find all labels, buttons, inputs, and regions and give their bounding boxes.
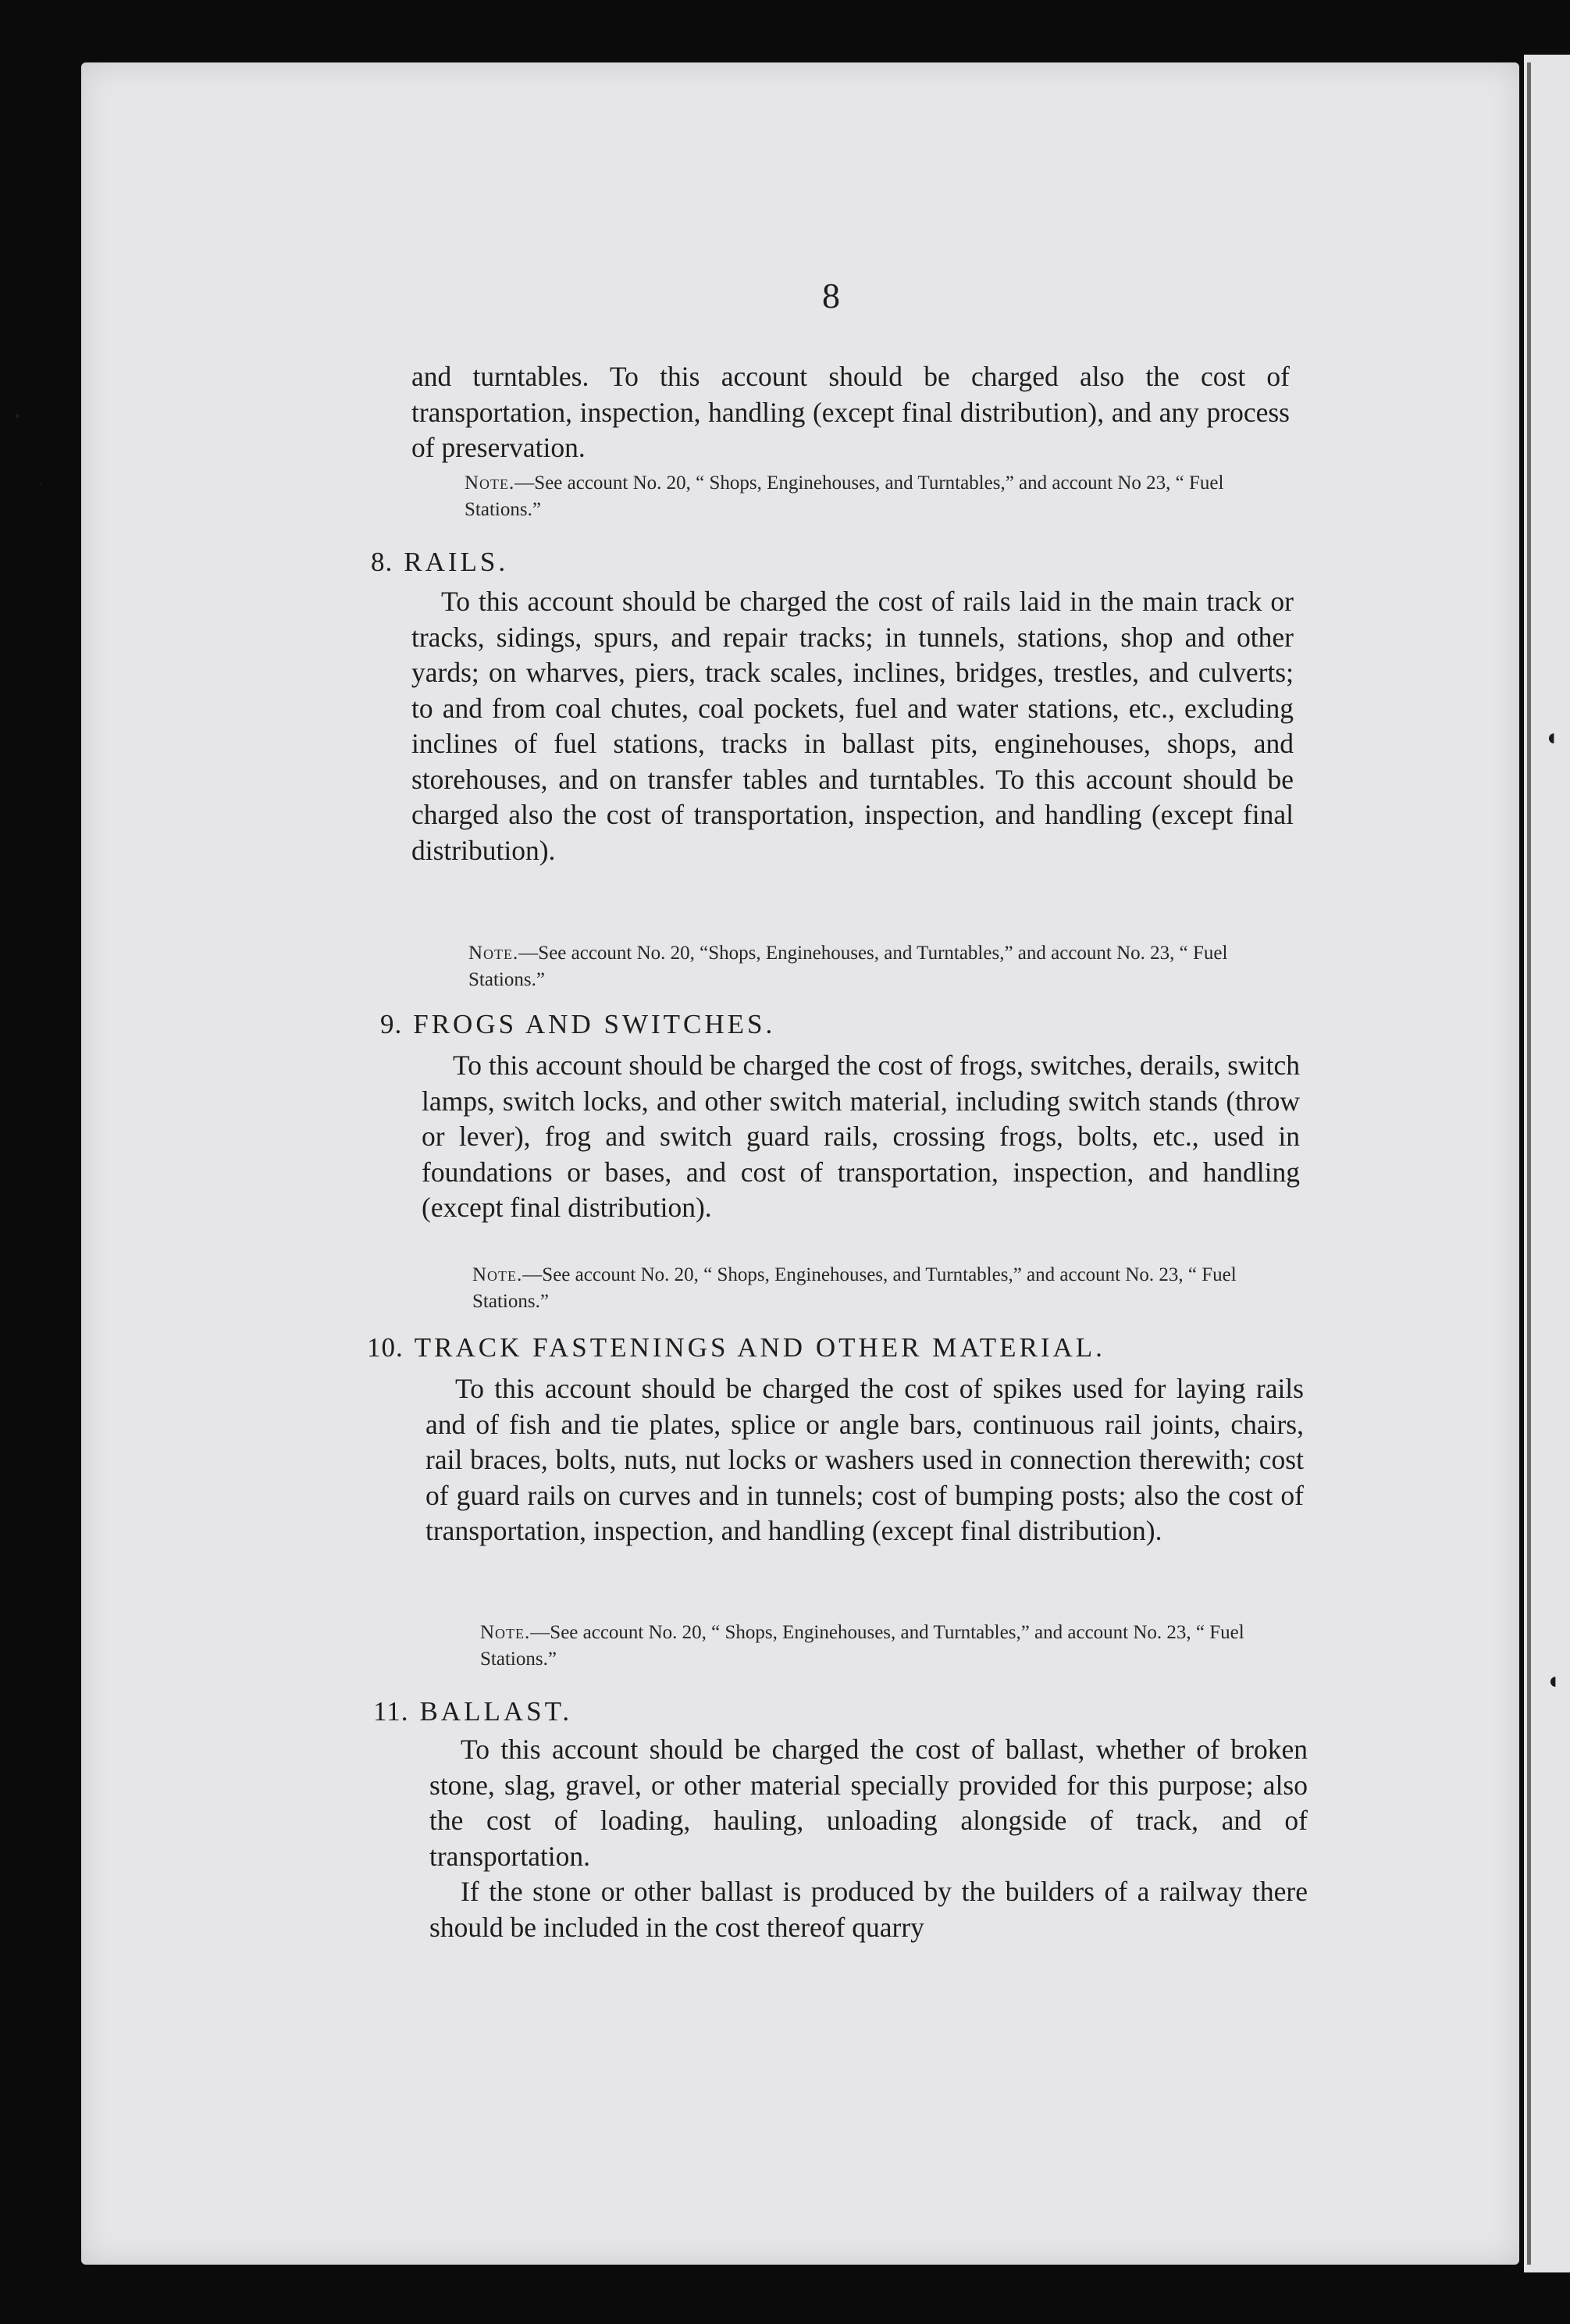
- continuation-note: [465, 470, 1292, 523]
- section-paragraph-track-fastenings: To this account should be charged the cost of spikes used for laying rails and of fish and tie plates, splice or angle bars, continuous rail joints, chairs, rail braces, bolts, nuts, nut locks or washers used in connection therewith; cost of guard rails on curves and in tunnels; cost of bumping posts; also the cost of transportation, inspection, and handling (except final distribution).: [425, 1373, 1304, 1546]
- section-heading-ballast: [373, 1696, 572, 1727]
- section-note-track-fastenings: [480, 1620, 1308, 1673]
- section-heading-rails: [371, 547, 508, 578]
- section-title: FROGS AND SWITCHES.: [413, 1009, 776, 1039]
- section-number: 9.: [380, 1009, 403, 1039]
- section-paragraph-ballast: To this account should be charged the cost of ballast, whether of broken stone, slag, gravel, or other material specially provided for this purpose; also the cost of loading, hauling, unloading alongside of track, and of transportation.: [429, 1734, 1308, 1872]
- note-label: Note.: [468, 943, 519, 964]
- section-heading-frogs-and-switches: [380, 1009, 775, 1040]
- section-title: TRACK FASTENINGS AND OTHER MATERIAL.: [414, 1332, 1105, 1363]
- section-heading-track-fastenings: [367, 1332, 1105, 1363]
- section-paragraph-rails: To this account should be charged the cost of rails laid in the main track or tracks, sidings, spurs, and repair tracks; in tunnels, stations, shop and other yards; on wharves, piers, track scales, inclines, bridges, trestles, and culverts; to and from coal chutes, coal pockets, fuel and water stations, etc., excluding inclines of fuel stations, tracks in ballast pits, enginehouses, shops, and storehouses, and on transfer tables and turntables. To this account should be charged also the cost of transportation, inspection, and handling (except final distribution).: [411, 586, 1294, 866]
- note-text: —See account No. 20, “ Shops, Enginehouses, and Turntables,” and account No. 23, “ Fuel Stations.”: [480, 1622, 1244, 1670]
- margin-mark: ◖: [1546, 1668, 1561, 1694]
- section-note-frogs-and-switches: [472, 1262, 1300, 1315]
- continuation-paragraph: and turntables. To this account should be charged also the cost of transportation, inspection, handling (except final distribution), and any process of preservation.: [411, 361, 1290, 463]
- note-label: Note.: [465, 472, 515, 494]
- section-paragraph-ballast-continued: If the stone or other ballast is produced by the builders of a railway there should be included in the cost thereof quarry: [429, 1876, 1308, 1943]
- section-number: 8.: [371, 547, 393, 577]
- note-label: Note.: [480, 1622, 531, 1643]
- section-paragraph-frogs-and-switches: To this account should be charged the cost of frogs, switches, derails, switch lamps, switch locks, and other switch material, including switch stands (throw or lever), frog and switch guard rails, crossing frogs, bolts, etc., used in foundations or bases, and cost of transportation, inspection, and handling (except final distribution).: [422, 1050, 1300, 1223]
- note-text: —See account No. 20, “Shops, Enginehouses, and Turntables,” and account No. 23, “ Fuel Stations.”: [468, 943, 1228, 990]
- note-text: —See account No. 20, “ Shops, Enginehouses, and Turntables,” and account No 23, “ Fuel Stations.”: [465, 472, 1224, 520]
- margin-speck: •: [14, 406, 20, 426]
- note-text: —See account No. 20, “ Shops, Enginehouses, and Turntables,” and account No. 23, “ Fuel Stations.”: [472, 1264, 1237, 1312]
- section-number: 10.: [367, 1332, 404, 1363]
- page-number: 8: [822, 276, 841, 315]
- note-label: Note.: [472, 1264, 523, 1285]
- section-title: BALLAST.: [419, 1696, 573, 1727]
- section-title: RAILS.: [404, 547, 509, 577]
- section-number: 11.: [373, 1696, 409, 1727]
- margin-mark: ◖: [1544, 725, 1559, 750]
- margin-speck: ·: [37, 475, 44, 494]
- section-note-rails: [468, 940, 1296, 993]
